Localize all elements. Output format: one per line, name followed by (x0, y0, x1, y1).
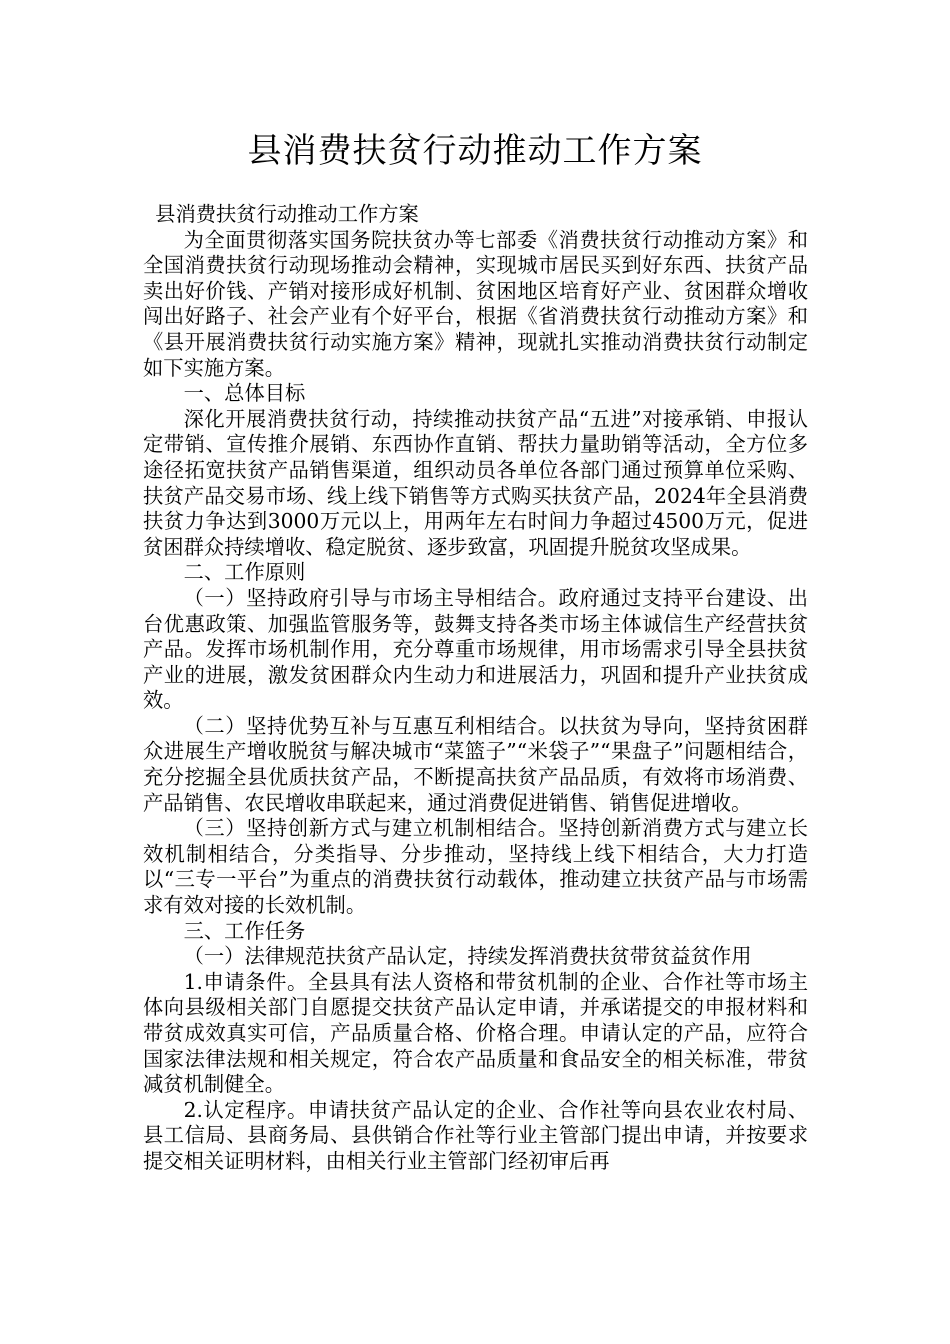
section-heading-tasks: 三、工作任务 (183, 918, 306, 943)
task-1-heading: （一）法律规范扶贫产品认定，持续发挥消费扶贫带贫益贫作用 (183, 944, 752, 969)
document-title: 县消费扶贫行动推动工作方案 (247, 131, 703, 171)
goals-paragraph: 深化开展消费扶贫行动，持续推动扶贫产品“五进”对接承销、申报认定带销、宣传推介展销、东西协作直销、帮扶力量助销等活动，全方位多途径拓宽扶贫产品销售渠道，组织动员各单位各部门通过预算单位采购、扶贫产品交易市场、线上线下销售等方式购买扶贫产品，2024年全县消费扶贫力争达到3000万元以上，用两年左右时间力争超过4500万元，促进贫困群众持续增收、稳定脱贫、逐步致富，巩固提升脱贫攻坚成果。 (143, 406, 808, 559)
document-body (143, 202, 808, 1175)
principle-3-paragraph: （三）坚持创新方式与建立机制相结合。坚持创新消费方式与建立长效机制相结合，分类指导、分步推动，坚持线上线下相结合，大力打造以“三专一平台”为重点的消费扶贫行动载体，推动建立扶贫产品与市场需求有效对接的长效机制。 (143, 816, 808, 918)
principle-1-paragraph: （一）坚持政府引导与市场主导相结合。政府通过支持平台建设、出台优惠政策、加强监管服务等，鼓舞支持各类市场主体诚信生产经营扶贫产品。发挥市场机制作用，充分尊重市场规律，用市场需求引导全县扶贫产业的进展，激发贫困群众内生动力和进展活力，巩固和提升产业扶贫成效。 (143, 585, 808, 713)
principle-2-paragraph: （二）坚持优势互补与互惠互利相结合。以扶贫为导向，坚持贫困群众进展生产增收脱贫与解决城市“菜篮子”“米袋子”“果盘子”问题相结合，充分挖掘全县优质扶贫产品，不断提高扶贫产品品质，有效将市场消费、产品销售、农民增收串联起来，通过消费促进销售、销售促进增收。 (143, 713, 808, 815)
task-1-item-1-paragraph: 1.申请条件。全县具有法人资格和带贫机制的企业、合作社等市场主体向县级相关部门自愿提交扶贫产品认定申请，并承诺提交的申报材料和带贫成效真实可信，产品质量合格、价格合理。申请认定的产品，应符合国家法律法规和相关规定，符合农产品质量和食品安全的相关标准，带贫减贫机制健全。 (143, 969, 808, 1097)
section-heading-principles: 二、工作原则 (183, 560, 306, 585)
intro-paragraph: 为全面贯彻落实国务院扶贫办等七部委《消费扶贫行动推动方案》和全国消费扶贫行动现场推动会精神，实现城市居民买到好东西、扶贫产品卖出好价钱、产销对接形成好机制、贫困地区培育好产业、贫困群众增收闯出好路子、社会产业有个好平台，根据《省消费扶贫行动推动方案》和《县开展消费扶贫行动实施方案》精神，现就扎实推动消费扶贫行动制定如下实施方案。 (143, 227, 808, 380)
section-heading-goals: 一、总体目标 (183, 381, 306, 406)
document-subtitle: 县消费扶贫行动推动工作方案 (155, 202, 419, 226)
task-1-item-2-paragraph: 2.认定程序。申请扶贫产品认定的企业、合作社等向县农业农村局、县工信局、县商务局、县供销合作社等行业主管部门提出申请，并按要求提交相关证明材料，由相关行业主管部门经初审后再 (143, 1097, 808, 1173)
